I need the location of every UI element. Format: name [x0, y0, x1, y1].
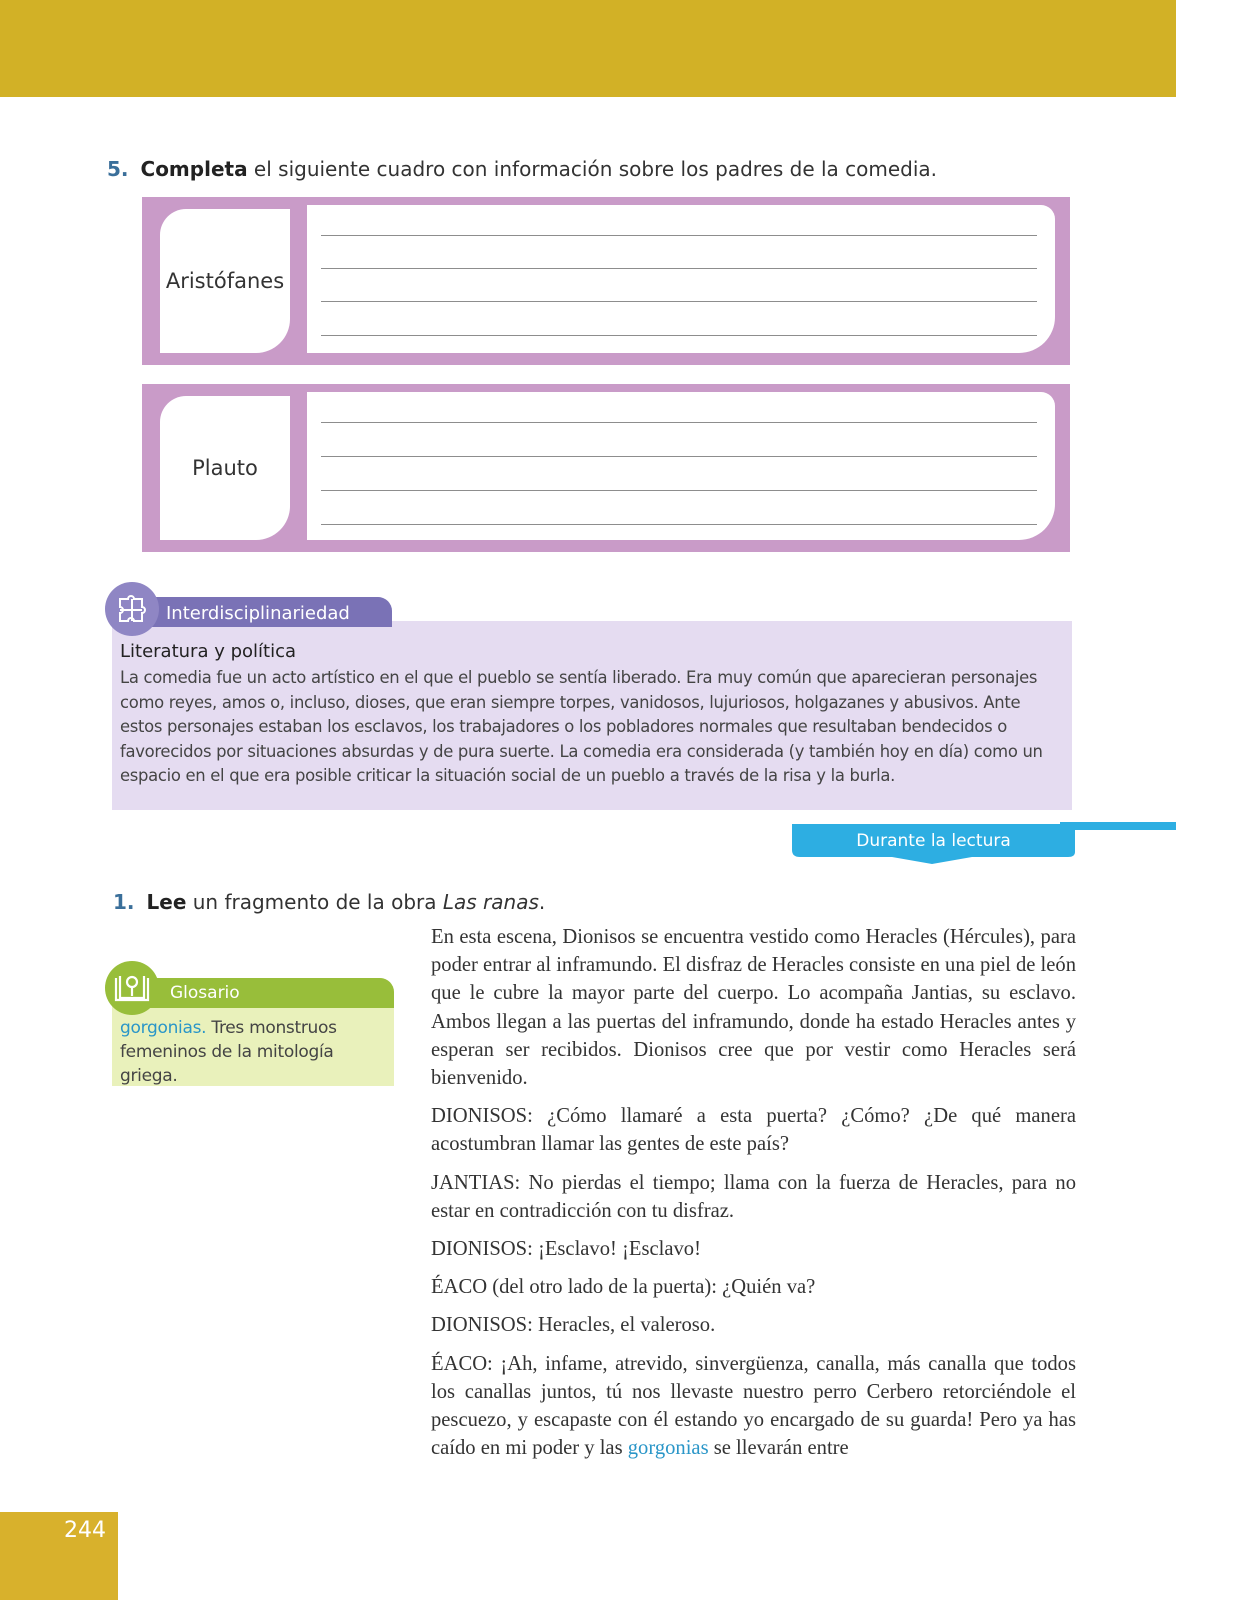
reading-intro: En esta escena, Dionisos se encuentra vestido como Heracles (Hércules), para poder entrar al inframundo. El disfraz de Heracles consiste en una piel de león que le cubre la mayor parte del cuerpo. Lo acompaña Jantias, su esclavo. Ambos llegan a las puertas del inframundo, donde ha estado Heracles antes y esperan ser recibidos. Dionisos cree que por vestir como Heracles será bienvenido.: [431, 926, 1077, 1090]
interdisciplinariedad-body: La comedia fue un acto artístico en el que el pueblo se sentía liberado. Era muy común que aparecieran personajes como reyes, amos o, incluso, dioses, que eran siempre torpes, vanidosos, lujuriosos, holgazanes y abusivos. Ante estos personajes estaban los esclavos, los trabajadores o los pobladores normales que resultaban bendecidos o favorecidos por situaciones absurdas y de pura suerte. La comedia era considerada (y también hoy en día) como un espacio en el que era posible criticar la situación social de un pueblo a través de la risa y la burla.: [120, 668, 1043, 786]
box-label-cell: [160, 209, 290, 353]
question-number: 1.: [113, 890, 135, 914]
answer-line[interactable]: [321, 235, 1037, 236]
answer-line[interactable]: [321, 422, 1037, 423]
box-label: Plauto: [192, 456, 258, 480]
dialogue-line: DIONISOS: ¿Cómo llamaré a esta puerta? ¿Cómo? ¿De qué manera acostumbran llamar las gentes de este país?: [431, 1105, 1076, 1156]
answer-line[interactable]: [321, 335, 1037, 336]
header-band: [0, 0, 1176, 97]
answer-lines[interactable]: [307, 205, 1055, 353]
page-number: 244: [64, 1518, 106, 1543]
book-magnifier-icon: [104, 960, 160, 1016]
question-5: [107, 157, 937, 181]
glossary-entry: [120, 1016, 392, 1088]
work-title: Las ranas: [442, 890, 539, 914]
box-label-cell: [160, 396, 290, 540]
reading-fragment: [431, 923, 1076, 1472]
glossary-title: Glosario: [170, 983, 240, 1003]
puzzle-icon: [104, 581, 160, 637]
question-verb: Completa: [140, 157, 248, 181]
question-end: .: [538, 890, 546, 914]
dialogue-line: [431, 1350, 1076, 1463]
answer-line[interactable]: [321, 490, 1037, 491]
question-1: [113, 890, 545, 914]
answer-line[interactable]: [321, 268, 1037, 269]
glossary-term-link[interactable]: gorgonias: [627, 1437, 709, 1460]
answer-line[interactable]: [321, 301, 1037, 302]
answer-line[interactable]: [321, 456, 1037, 457]
dialogue-text: ÉACO: ¡Ah, infame, atrevido, sinvergüenza, canalla, más canalla que todos los canallas juntos, tú nos llevaste nuestro perro Cerbero retorciéndole el pescuezo, y escapaste con él estando yo encargado de su guarda! Pero ya has caído en mi poder y las: [431, 1352, 1076, 1460]
dialogue-line: ÉACO (del otro lado de la puerta): ¿Quién va?: [431, 1276, 816, 1299]
during-reading-label: Durante la lectura: [856, 831, 1011, 851]
question-verb: Lee: [146, 890, 187, 914]
question-number: 5.: [107, 157, 129, 181]
dialogue-line: JANTIAS: No pierdas el tiempo; llama con la fuerza de Heracles, para no estar en contradicción con tu disfraz.: [431, 1171, 1076, 1222]
question-text: un fragmento de la obra: [186, 890, 443, 914]
dialogue-line: DIONISOS: ¡Esclavo! ¡Esclavo!: [431, 1238, 701, 1261]
box-label: Aristófanes: [165, 269, 285, 293]
during-strip: [1060, 822, 1176, 832]
answer-lines[interactable]: [307, 392, 1055, 540]
interdisciplinariedad-subtitle: Literatura y política: [120, 641, 297, 662]
dialogue-text: se llevarán entre: [708, 1437, 849, 1460]
interdisciplinariedad-title: Interdisciplinariedad: [166, 603, 350, 624]
glossary-term: gorgonias.: [120, 1018, 207, 1038]
dialogue-line: DIONISOS: Heracles, el valeroso.: [431, 1314, 716, 1337]
answer-box-plauto: [142, 384, 1070, 552]
glossary-definition: Tres monstruos femeninos de la mitología griega.: [120, 1018, 337, 1086]
answer-box-aristofanes: [142, 197, 1070, 365]
question-text: el siguiente cuadro con información sobre los padres de la comedia.: [247, 157, 938, 181]
answer-line[interactable]: [321, 524, 1037, 525]
